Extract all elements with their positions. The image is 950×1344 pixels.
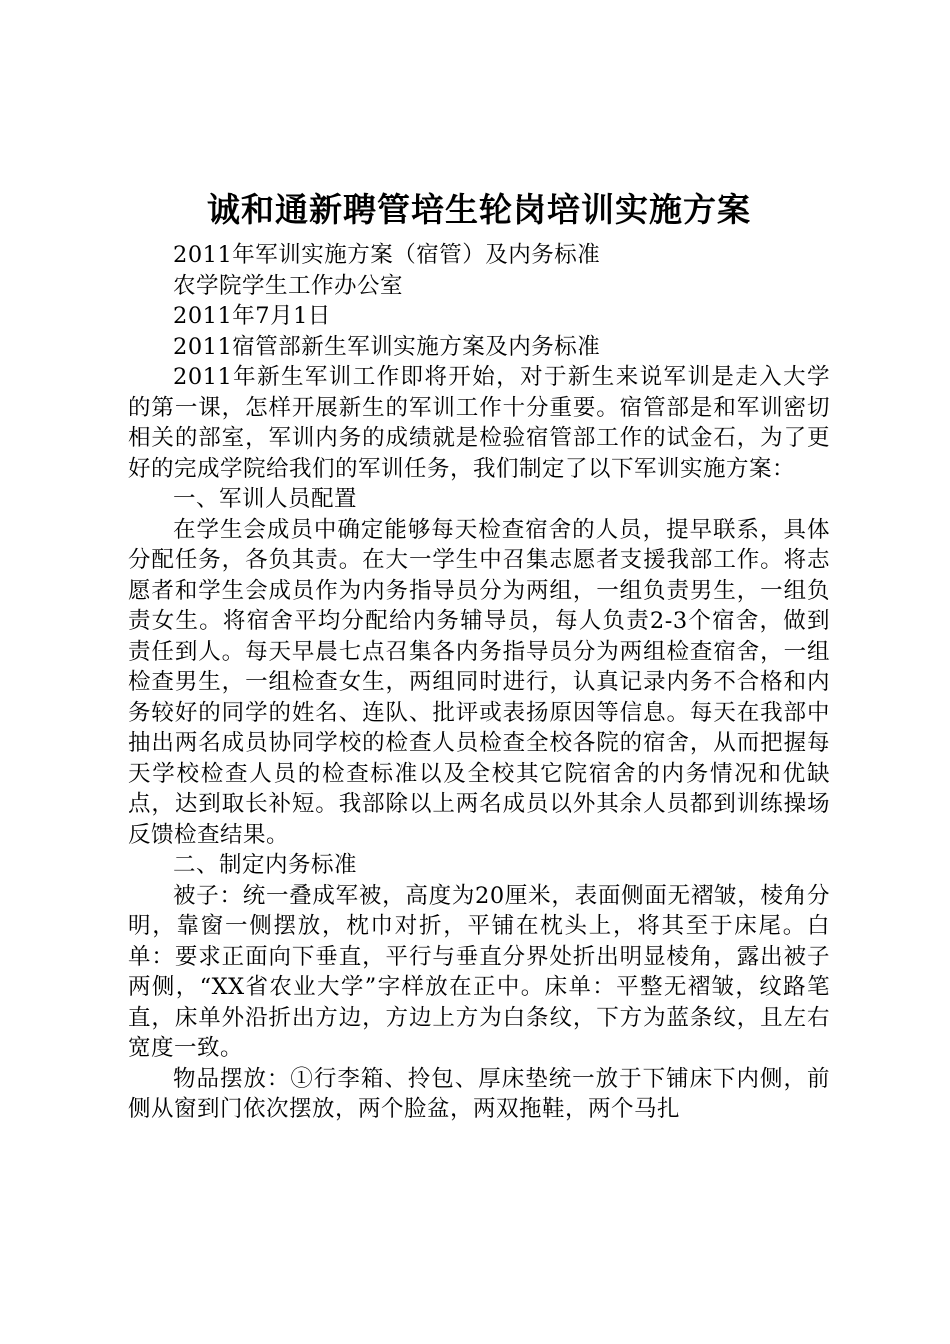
issuer-line: 农学院学生工作办公室 — [173, 272, 404, 299]
heading-line: 2011宿管部新生军训实施方案及内务标准 — [173, 333, 601, 360]
body-paragraph: 被子：统一叠成军被，高度为20厘米，表面侧面无褶皱，棱角分明，靠窗一侧摆放，枕巾对折，平铺在枕头上，将其至于床尾。白单：要求正面向下垂直，平行与垂直分界处折出明显棱角，露出被子两侧，“XX省农业大学”字样放在正中。床单：平整无褶皱，纹路笔直，床单外沿折出方边，方边上方为白条纹，下方为蓝条纹，且左右宽度一致。 — [128, 882, 830, 1061]
intro-paragraph: 2011年新生军训工作即将开始，对于新生来说军训是走入大学的第一课，怎样开展新生的军训工作十分重要。宿管部是和军训密切相关的部室，军训内务的成绩就是检验宿管部工作的试金石，为了更好的完成学院给我们的军训任务，我们制定了以下军训实施方案： — [128, 364, 830, 482]
section-heading-1: 一、军训人员配置 — [173, 486, 358, 512]
date-line: 2011年7月1日 — [173, 303, 331, 329]
document-page — [128, 180, 830, 1125]
body-paragraph: 物品摆放：①行李箱、拎包、厚床垫统一放于下铺床下内侧，前侧从窗到门依次摆放，两个脸盆，两双拖鞋，两个马扎 — [128, 1065, 830, 1122]
subtitle-line: 2011年军训实施方案（宿管）及内务标准 — [173, 242, 601, 268]
section-heading-2: 二、制定内务标准 — [173, 852, 358, 878]
body-paragraph: 在学生会成员中确定能够每天检查宿舍的人员，提早联系，具体分配任务，各负其责。在大一学生中召集志愿者支援我部工作。将志愿者和学生会成员作为内务指导员分为两组，一组负责男生，一组负责女生。将宿舍平均分配给内务辅导员，每人负责2-3个宿舍，做到责任到人。每天早晨七点召集各内务指导员分为两组检查宿舍，一组检查男生，一组检查女生，两组同时进行，认真记录内务不合格和内务较好的同学的姓名、连队、批评或表扬原因等信息。每天在我部中抽出两名成员协同学校的检查人员检查全校各院的宿舍，从而把握每天学校检查人员的检查标准以及全校其它院宿舍的内务情况和优缺点，达到取长补短。我部除以上两名成员以外其余人员都到训练操场反馈检查结果。 — [128, 516, 830, 848]
document-title: 诚和通新聘管培生轮岗培训实施方案 — [207, 190, 751, 229]
